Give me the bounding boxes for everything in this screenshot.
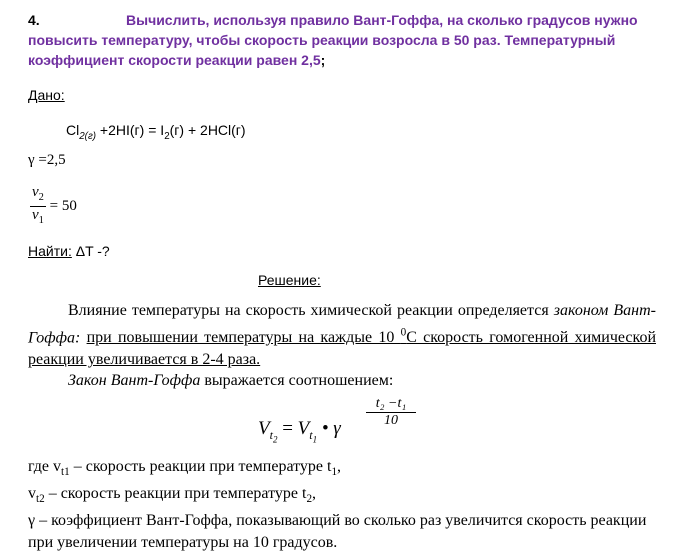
- task-text: Вычислить, используя правило Вант-Гоффа, на сколько градусов нужно повысить температуру, чтобы скорость реакции возросла в 50 раз. Температурный коэффициент скорости реакции равен 2,5: [28, 12, 638, 68]
- vant-hoff-formula: t₂ −t₁ 10 $V_{t_2} = V_{t_1}$ • γ: [258, 394, 428, 450]
- solution-paragraph-2: Закон Вант-Гоффа выражается соотношением:: [68, 372, 394, 389]
- reaction-equation: $Cl_{2(г)} +2HI(г) = I_2(г) + 2HCl(г)$: [66, 122, 246, 142]
- gamma-value: γ =2,5: [28, 152, 66, 168]
- solution-definitions: [28, 456, 658, 554]
- definition-gamma: γ – коэффициент Вант-Гоффа, показывающий во сколько раз увеличится скорость реакции при увеличении температуры на 10 градусов.: [28, 512, 647, 552]
- velocity-ratio: $\frac{v_2}{v_1}$ = 50: [32, 184, 77, 226]
- solution-paragraph-1: Влияние температуры на скорость химической реакции определяется законом Вант-Гоффа: при повышении температуры на каждые 10 $^0$С скорость гомогенной химической реакции увеличивается в 2-4 раза.: [28, 302, 657, 369]
- find-value: ΔT -?: [71, 243, 110, 259]
- task-end: ;: [320, 52, 326, 68]
- task-statement: [28, 10, 668, 70]
- definition-v2: $v_{t2}$ – скорость реакции при температуре $t_2$,: [28, 485, 317, 506]
- find-label: Найти:: [28, 243, 72, 259]
- find-line: [28, 243, 110, 259]
- definition-v1: где $v_{t1}$ – скорость реакции при температуре $t_1$,: [28, 458, 342, 479]
- solution-label: Решение:: [258, 272, 321, 288]
- task-number: 4.: [28, 12, 40, 28]
- given-label: Дано:: [28, 87, 65, 103]
